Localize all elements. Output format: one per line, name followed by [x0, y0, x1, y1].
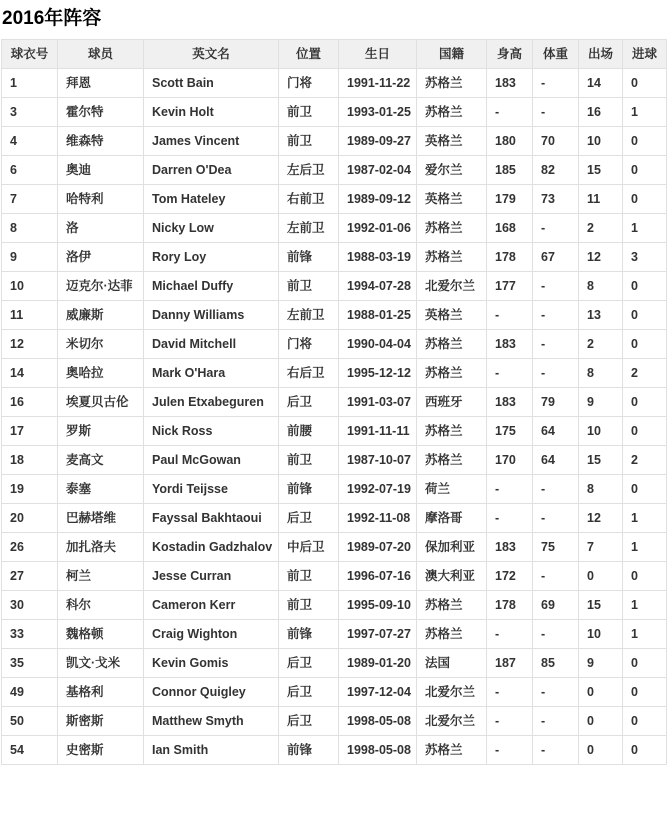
table-cell: 后卫 — [279, 678, 339, 707]
table-row — [2, 156, 667, 185]
table-cell: Rory Loy — [144, 243, 279, 272]
table-cell: 英格兰 — [417, 127, 487, 156]
table-cell: 前卫 — [279, 446, 339, 475]
table-row — [2, 475, 667, 504]
table-cell: 英格兰 — [417, 185, 487, 214]
header-cell-5: 生日 — [339, 40, 417, 69]
table-cell: Michael Duffy — [144, 272, 279, 301]
table-cell: 8 — [2, 214, 58, 243]
table-cell: 英格兰 — [417, 301, 487, 330]
table-cell: 10 — [579, 417, 623, 446]
table-cell: 178 — [487, 243, 533, 272]
table-cell: 前腰 — [279, 417, 339, 446]
table-row — [2, 707, 667, 736]
table-cell: 门将 — [279, 69, 339, 98]
table-cell: 8 — [579, 475, 623, 504]
header-cell-3: 英文名 — [144, 40, 279, 69]
table-cell: 后卫 — [279, 649, 339, 678]
header-cell-6: 国籍 — [417, 40, 487, 69]
table-cell: - — [533, 504, 579, 533]
table-cell: 0 — [579, 736, 623, 765]
table-cell: 法国 — [417, 649, 487, 678]
table-cell: 33 — [2, 620, 58, 649]
table-cell: Jesse Curran — [144, 562, 279, 591]
table-cell: 177 — [487, 272, 533, 301]
table-cell: - — [533, 562, 579, 591]
table-cell: 49 — [2, 678, 58, 707]
table-cell: 67 — [533, 243, 579, 272]
table-cell: - — [533, 359, 579, 388]
table-cell: Kostadin Gadzhalov — [144, 533, 279, 562]
table-cell: 后卫 — [279, 388, 339, 417]
table-cell: 1990-04-04 — [339, 330, 417, 359]
table-cell: 斯密斯 — [58, 707, 144, 736]
table-cell: 后卫 — [279, 504, 339, 533]
table-cell: - — [487, 620, 533, 649]
table-row — [2, 736, 667, 765]
table-cell: 加扎洛夫 — [58, 533, 144, 562]
table-cell: 罗斯 — [58, 417, 144, 446]
table-cell: - — [487, 98, 533, 127]
table-cell: 0 — [623, 185, 667, 214]
table-cell: Yordi Teijsse — [144, 475, 279, 504]
table-cell: 0 — [623, 127, 667, 156]
table-row — [2, 591, 667, 620]
table-cell: 荷兰 — [417, 475, 487, 504]
table-cell: 威廉斯 — [58, 301, 144, 330]
page-title: 2016年阵容 — [2, 8, 102, 29]
table-cell: 3 — [623, 243, 667, 272]
table-cell: 0 — [623, 272, 667, 301]
table-cell: 魏格顿 — [58, 620, 144, 649]
table-cell: 69 — [533, 591, 579, 620]
table-cell: 75 — [533, 533, 579, 562]
table-cell: 11 — [2, 301, 58, 330]
table-row — [2, 504, 667, 533]
table-cell: 10 — [2, 272, 58, 301]
table-cell: 183 — [487, 69, 533, 98]
table-row — [2, 649, 667, 678]
table-cell: 15 — [579, 591, 623, 620]
header-cell-4: 位置 — [279, 40, 339, 69]
table-cell: - — [487, 678, 533, 707]
table-cell: 73 — [533, 185, 579, 214]
table-cell: 11 — [579, 185, 623, 214]
table-cell: 26 — [2, 533, 58, 562]
table-cell: 1995-09-10 — [339, 591, 417, 620]
table-cell: 2 — [579, 330, 623, 359]
table-row — [2, 533, 667, 562]
table-cell: 175 — [487, 417, 533, 446]
table-cell: 西班牙 — [417, 388, 487, 417]
table-cell: Kevin Holt — [144, 98, 279, 127]
table-row — [2, 330, 667, 359]
header-cell-1: 球衣号 — [2, 40, 58, 69]
table-cell: 苏格兰 — [417, 243, 487, 272]
table-cell: 前卫 — [279, 98, 339, 127]
table-cell: 1987-02-04 — [339, 156, 417, 185]
table-row — [2, 562, 667, 591]
table-cell: 前锋 — [279, 243, 339, 272]
table-cell: 苏格兰 — [417, 330, 487, 359]
table-cell: 摩洛哥 — [417, 504, 487, 533]
table-cell: James Vincent — [144, 127, 279, 156]
table-cell: 10 — [579, 620, 623, 649]
table-cell: 奥哈拉 — [58, 359, 144, 388]
table-cell: 洛伊 — [58, 243, 144, 272]
table-cell: 1989-07-20 — [339, 533, 417, 562]
table-cell: 拜恩 — [58, 69, 144, 98]
table-cell: 85 — [533, 649, 579, 678]
table-cell: Connor Quigley — [144, 678, 279, 707]
table-cell: - — [487, 301, 533, 330]
table-row — [2, 98, 667, 127]
table-cell: 185 — [487, 156, 533, 185]
table-cell: 6 — [2, 156, 58, 185]
table-cell: 0 — [623, 649, 667, 678]
table-cell: 1991-03-07 — [339, 388, 417, 417]
table-cell: 1992-11-08 — [339, 504, 417, 533]
table-cell: 7 — [579, 533, 623, 562]
table-cell: 左前卫 — [279, 301, 339, 330]
table-cell: 1 — [623, 591, 667, 620]
header-cell-7: 身高 — [487, 40, 533, 69]
table-cell: 0 — [623, 417, 667, 446]
table-cell: Nick Ross — [144, 417, 279, 446]
table-cell: - — [487, 475, 533, 504]
table-cell: - — [487, 359, 533, 388]
table-cell: - — [533, 678, 579, 707]
table-cell: 右后卫 — [279, 359, 339, 388]
table-cell: 麦高文 — [58, 446, 144, 475]
table-cell: 0 — [623, 678, 667, 707]
table-cell: 史密斯 — [58, 736, 144, 765]
table-cell: 1993-01-25 — [339, 98, 417, 127]
table-row — [2, 301, 667, 330]
table-cell: 澳大利亚 — [417, 562, 487, 591]
table-cell: 前卫 — [279, 127, 339, 156]
table-cell: 0 — [579, 678, 623, 707]
table-cell: 苏格兰 — [417, 214, 487, 243]
table-cell: 14 — [2, 359, 58, 388]
table-cell: 0 — [623, 69, 667, 98]
table-row — [2, 417, 667, 446]
table-cell: 9 — [579, 388, 623, 417]
table-cell: Matthew Smyth — [144, 707, 279, 736]
table-cell: 1 — [2, 69, 58, 98]
table-cell: 1 — [623, 98, 667, 127]
table-cell: Craig Wighton — [144, 620, 279, 649]
table-cell: 1997-07-27 — [339, 620, 417, 649]
header-cell-2: 球员 — [58, 40, 144, 69]
table-cell: 右前卫 — [279, 185, 339, 214]
table-row — [2, 214, 667, 243]
table-row — [2, 243, 667, 272]
table-cell: 爱尔兰 — [417, 156, 487, 185]
table-cell: 64 — [533, 417, 579, 446]
table-cell: 2 — [623, 446, 667, 475]
table-cell: 64 — [533, 446, 579, 475]
table-cell: 0 — [623, 736, 667, 765]
table-cell: Cameron Kerr — [144, 591, 279, 620]
table-cell: 前锋 — [279, 475, 339, 504]
table-cell: 0 — [623, 301, 667, 330]
table-cell: 0 — [623, 330, 667, 359]
table-cell: 1988-01-25 — [339, 301, 417, 330]
table-cell: - — [487, 707, 533, 736]
table-cell: 霍尔特 — [58, 98, 144, 127]
table-cell: 苏格兰 — [417, 620, 487, 649]
table-cell: 17 — [2, 417, 58, 446]
table-cell: Ian Smith — [144, 736, 279, 765]
table-cell: 1998-05-08 — [339, 707, 417, 736]
table-cell: 柯兰 — [58, 562, 144, 591]
table-cell: 30 — [2, 591, 58, 620]
table-cell: 苏格兰 — [417, 591, 487, 620]
table-cell: 前卫 — [279, 272, 339, 301]
table-row — [2, 185, 667, 214]
table-cell: 12 — [579, 504, 623, 533]
table-cell: Paul McGowan — [144, 446, 279, 475]
table-cell: 苏格兰 — [417, 359, 487, 388]
table-cell: 米切尔 — [58, 330, 144, 359]
table-cell: 凯文·戈米 — [58, 649, 144, 678]
table-cell: 179 — [487, 185, 533, 214]
table-row — [2, 272, 667, 301]
table-cell: 19 — [2, 475, 58, 504]
table-cell: 183 — [487, 388, 533, 417]
table-cell: 13 — [579, 301, 623, 330]
table-cell: 70 — [533, 127, 579, 156]
table-cell: 洛 — [58, 214, 144, 243]
table-cell: 1 — [623, 533, 667, 562]
table-cell: Fayssal Bakhtaoui — [144, 504, 279, 533]
table-cell: 巴赫塔维 — [58, 504, 144, 533]
table-cell: 0 — [623, 562, 667, 591]
table-cell: 1998-05-08 — [339, 736, 417, 765]
table-cell: 180 — [487, 127, 533, 156]
table-cell: 奥迪 — [58, 156, 144, 185]
table-cell: 科尔 — [58, 591, 144, 620]
table-cell: 35 — [2, 649, 58, 678]
table-cell: 172 — [487, 562, 533, 591]
table-cell: 后卫 — [279, 707, 339, 736]
table-cell: 170 — [487, 446, 533, 475]
table-row — [2, 359, 667, 388]
table-cell: 178 — [487, 591, 533, 620]
table-cell: 0 — [579, 562, 623, 591]
table-cell: Nicky Low — [144, 214, 279, 243]
table-cell: 苏格兰 — [417, 98, 487, 127]
table-cell: 1 — [623, 214, 667, 243]
table-cell: 1987-10-07 — [339, 446, 417, 475]
table-cell: 1 — [623, 504, 667, 533]
table-cell: 9 — [579, 649, 623, 678]
table-header-row — [2, 40, 667, 69]
table-cell: 1989-09-12 — [339, 185, 417, 214]
table-cell: 0 — [623, 707, 667, 736]
table-cell: 4 — [2, 127, 58, 156]
table-cell: 苏格兰 — [417, 69, 487, 98]
table-cell: 维森特 — [58, 127, 144, 156]
table-cell: Darren O'Dea — [144, 156, 279, 185]
table-row — [2, 127, 667, 156]
table-cell: 苏格兰 — [417, 417, 487, 446]
table-cell: 54 — [2, 736, 58, 765]
table-cell: 0 — [579, 707, 623, 736]
table-cell: 27 — [2, 562, 58, 591]
table-cell: 15 — [579, 446, 623, 475]
table-cell: - — [533, 330, 579, 359]
table-body — [2, 69, 667, 765]
table-cell: 迈克尔·达菲 — [58, 272, 144, 301]
table-cell: - — [533, 301, 579, 330]
table-cell: 168 — [487, 214, 533, 243]
table-cell: 14 — [579, 69, 623, 98]
table-cell: 前锋 — [279, 620, 339, 649]
table-cell: - — [533, 69, 579, 98]
table-cell: 1991-11-22 — [339, 69, 417, 98]
table-cell: 门将 — [279, 330, 339, 359]
table-cell: 北爱尔兰 — [417, 272, 487, 301]
table-cell: 左后卫 — [279, 156, 339, 185]
squad-table — [1, 39, 667, 765]
table-cell: 12 — [579, 243, 623, 272]
table-cell: Mark O'Hara — [144, 359, 279, 388]
table-cell: Julen Etxabeguren — [144, 388, 279, 417]
table-cell: 前卫 — [279, 591, 339, 620]
table-row — [2, 620, 667, 649]
table-cell: - — [533, 620, 579, 649]
table-cell: 苏格兰 — [417, 446, 487, 475]
table-cell: 16 — [579, 98, 623, 127]
table-cell: 1992-07-19 — [339, 475, 417, 504]
table-cell: 1997-12-04 — [339, 678, 417, 707]
table-cell: 中后卫 — [279, 533, 339, 562]
table-cell: 北爱尔兰 — [417, 707, 487, 736]
table-cell: Scott Bain — [144, 69, 279, 98]
table-cell: Tom Hateley — [144, 185, 279, 214]
table-cell: 哈特利 — [58, 185, 144, 214]
table-cell: 1992-01-06 — [339, 214, 417, 243]
table-cell: 187 — [487, 649, 533, 678]
header-cell-9: 出场 — [579, 40, 623, 69]
table-cell: 3 — [2, 98, 58, 127]
table-row — [2, 678, 667, 707]
table-cell: 苏格兰 — [417, 736, 487, 765]
table-cell: 16 — [2, 388, 58, 417]
table-cell: 1988-03-19 — [339, 243, 417, 272]
table-cell: 北爱尔兰 — [417, 678, 487, 707]
header-cell-8: 体重 — [533, 40, 579, 69]
table-cell: - — [533, 214, 579, 243]
table-cell: 7 — [2, 185, 58, 214]
header-cell-10: 进球 — [623, 40, 667, 69]
table-cell: 9 — [2, 243, 58, 272]
table-cell: 20 — [2, 504, 58, 533]
table-cell: 183 — [487, 330, 533, 359]
table-cell: 1995-12-12 — [339, 359, 417, 388]
table-cell: 1991-11-11 — [339, 417, 417, 446]
table-cell: 8 — [579, 272, 623, 301]
table-cell: 10 — [579, 127, 623, 156]
table-cell: 前锋 — [279, 736, 339, 765]
table-cell: 1994-07-28 — [339, 272, 417, 301]
table-row — [2, 388, 667, 417]
table-cell: Kevin Gomis — [144, 649, 279, 678]
table-cell: - — [533, 98, 579, 127]
table-cell: 1989-01-20 — [339, 649, 417, 678]
table-cell: - — [533, 736, 579, 765]
table-cell: 基格利 — [58, 678, 144, 707]
table-cell: - — [533, 707, 579, 736]
table-cell: 79 — [533, 388, 579, 417]
table-cell: 12 — [2, 330, 58, 359]
table-row — [2, 69, 667, 98]
table-cell: 0 — [623, 388, 667, 417]
table-cell: 1996-07-16 — [339, 562, 417, 591]
table-cell: David Mitchell — [144, 330, 279, 359]
table-cell: 泰塞 — [58, 475, 144, 504]
table-cell: 8 — [579, 359, 623, 388]
table-cell: 1989-09-27 — [339, 127, 417, 156]
table-cell: 保加利亚 — [417, 533, 487, 562]
table-cell: 2 — [623, 359, 667, 388]
table-cell: 15 — [579, 156, 623, 185]
table-cell: - — [533, 272, 579, 301]
table-cell: 前卫 — [279, 562, 339, 591]
table-cell: - — [487, 504, 533, 533]
table-cell: 50 — [2, 707, 58, 736]
table-cell: - — [487, 736, 533, 765]
table-cell: 埃夏贝古伦 — [58, 388, 144, 417]
table-row — [2, 446, 667, 475]
table-cell: 2 — [579, 214, 623, 243]
table-cell: 0 — [623, 156, 667, 185]
table-cell: - — [533, 475, 579, 504]
table-cell: 0 — [623, 475, 667, 504]
table-cell: 左前卫 — [279, 214, 339, 243]
table-cell: 18 — [2, 446, 58, 475]
table-cell: 1 — [623, 620, 667, 649]
table-cell: 183 — [487, 533, 533, 562]
table-cell: Danny Williams — [144, 301, 279, 330]
table-cell: 82 — [533, 156, 579, 185]
